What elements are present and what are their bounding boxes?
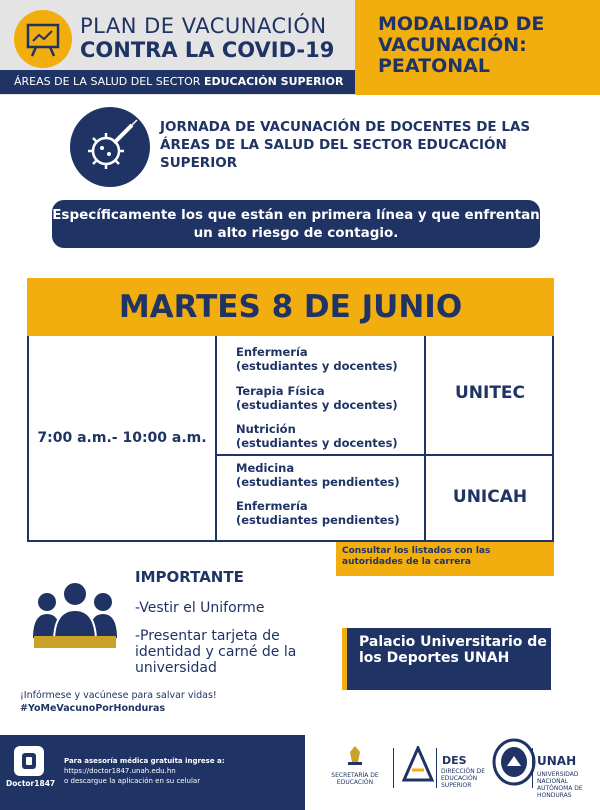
unah-logo-text: UNAH (537, 754, 577, 768)
program-name: Medicina (236, 461, 295, 475)
table-divider (424, 336, 426, 542)
modality-title: MODALIDAD DE VACUNACIÓN: PEATONAL (378, 13, 545, 77)
program-item (236, 461, 424, 489)
logo-separator (436, 748, 437, 788)
program-detail: (estudiantes y docentes) (236, 436, 398, 450)
unah-seal-icon (492, 738, 536, 790)
program-item (236, 499, 424, 527)
help-url[interactable]: https://doctor1847.unah.edu.hn (64, 767, 176, 775)
sector-subtitle-prefix: ÁREAS DE LA SALUD DEL SECTOR (14, 75, 201, 88)
program-item (236, 384, 424, 412)
program-name: Enfermería (236, 499, 308, 513)
plan-title-line1: PLAN DE VACUNACIÓN (80, 14, 327, 38)
des-logo-subtext: DIRECCIÓN DE EDUCACIÓN SUPERIOR (441, 768, 486, 789)
logo-separator (532, 748, 533, 788)
program-detail: (estudiantes y docentes) (236, 398, 398, 412)
program-detail: (estudiantes y docentes) (236, 359, 398, 373)
hashtag-text: #YoMeVacunoPorHonduras (20, 703, 166, 714)
program-name: Enfermería (236, 345, 308, 359)
doctor1847-brand: Doctor1847 (6, 779, 56, 788)
jornada-heading: JORNADA DE VACUNACIÓN DE DOCENTES DE LAS ÁREAS DE LA SALUD DEL SECTOR EDUCACIÓN SUPERIOR (160, 119, 531, 171)
secretaria-logo-text: SECRETARÍA DE EDUCACIÓN (331, 772, 379, 786)
consult-note: Consultar los listados con las autoridades de la carrera (336, 542, 554, 576)
program-item (236, 422, 424, 450)
help-info (64, 756, 304, 786)
frontline-notice: Específicamente los que están en primera línea y que enfrentan un alto riesgo de contagio. (52, 200, 540, 248)
chalkboard-icon (14, 10, 72, 68)
program-item (236, 345, 424, 373)
des-logo-text: DES (442, 754, 467, 767)
group-people-icon (30, 578, 120, 650)
help-app: o descargue la aplicación en su celular (64, 777, 201, 785)
program-detail: (estudiantes pendientes) (236, 475, 400, 489)
help-title: Para asesoría médica gratuita ingrese a: (64, 757, 225, 765)
program-detail: (estudiantes pendientes) (236, 513, 400, 527)
important-title: IMPORTANTE (135, 568, 244, 586)
sector-subtitle-bar (0, 70, 355, 94)
schedule-time: 7:00 a.m.- 10:00 a.m. (37, 430, 207, 446)
important-item: -Vestir el Uniforme (135, 600, 265, 616)
secretaria-logo (330, 744, 380, 786)
virus-syringe-icon (70, 107, 150, 187)
sector-subtitle-bold: EDUCACIÓN SUPERIOR (203, 75, 344, 88)
program-name: Nutrición (236, 422, 296, 436)
university-unitec: UNITEC (454, 383, 526, 403)
schedule-date: MARTES 8 DE JUNIO (27, 278, 554, 336)
des-emblem-icon (402, 746, 434, 788)
coat-of-arms-icon (330, 744, 380, 768)
unah-logo-subtext: UNIVERSIDAD NACIONAL AUTÓNOMA DE HONDURAS (537, 771, 583, 799)
logo-separator (393, 748, 394, 788)
slogan-text: ¡Infórmese y vacúnese para salvar vidas! (20, 690, 217, 701)
plan-title-line2: CONTRA LA COVID-19 (80, 38, 335, 62)
important-item: -Presentar tarjeta de identidad y carné de la universidad (135, 628, 297, 676)
table-divider (215, 336, 217, 542)
program-name: Terapia Física (236, 384, 325, 398)
doctor1847-logo-icon (14, 746, 44, 776)
table-divider (215, 454, 554, 456)
university-unicah: UNICAH (452, 487, 528, 507)
venue-box: Palacio Universitario de los Deportes UNAH (342, 628, 551, 690)
